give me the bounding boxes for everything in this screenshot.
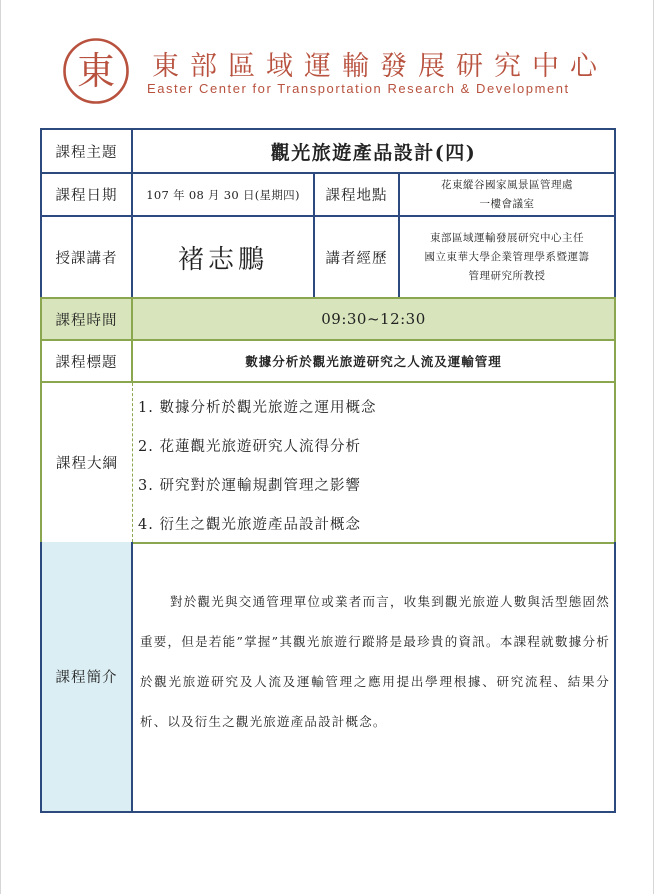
time-label: 課程時間 <box>40 297 133 341</box>
center-logo-icon <box>62 37 130 105</box>
lecturer-row <box>40 215 616 299</box>
date-label: 課程日期 <box>40 172 133 217</box>
intro-label: 課程簡介 <box>42 542 133 811</box>
outline-item-1: 1. 數據分析於觀光旅遊之運用概念 <box>138 400 377 416</box>
background-line-1: 東部區域運輸發展研究中心主任 <box>430 231 584 244</box>
page-edge-right <box>653 0 654 894</box>
intro-body: 對於觀光與交通管理單位或業者而言，收集到觀光旅遊人數與活型態固然重要，但是若能”掌握”其觀光旅遊行蹤將是最珍貴的資訊。本課程就數據分析於觀光旅遊研究及人流及運輸管理之應用提出學理根據、研究流程、結果分析、以及衍生之觀光旅遊產品設計概念。 <box>140 594 610 729</box>
background-line-2: 國立東華大學企業管理學系暨運籌 <box>424 250 590 263</box>
outline-item-4: 4. 衍生之觀光旅遊產品設計概念 <box>138 517 361 533</box>
course-title-value: 數據分析於觀光旅遊研究之人流及運輸管理 <box>131 339 616 383</box>
topic-row <box>40 128 616 174</box>
outline-item-3: 3. 研究對於運輸規劃管理之影響 <box>138 478 361 494</box>
time-row <box>40 297 616 341</box>
intro-row <box>40 542 616 813</box>
intro-text <box>140 582 610 742</box>
topic-label: 課程主題 <box>40 128 133 174</box>
location-label: 課程地點 <box>313 172 400 217</box>
logo-char: 東 <box>76 49 116 93</box>
lecturer-name: 褚志鵬 <box>131 215 315 299</box>
page-edge-left <box>0 0 1 894</box>
location-line-1: 花東縱谷國家風景區管理處 <box>441 178 573 191</box>
outline-item-2: 2. 花蓮觀光旅遊研究人流得分析 <box>138 439 361 455</box>
outline-label: 課程大綱 <box>42 383 133 542</box>
location-line-2: 一樓會議室 <box>479 197 535 210</box>
background-value <box>398 215 616 299</box>
background-line-3: 管理研究所教授 <box>468 269 546 282</box>
course-title-row <box>40 339 616 383</box>
lecturer-label: 授課講者 <box>40 215 133 299</box>
time-value: 09:30~12:30 <box>131 297 616 341</box>
course-title-label: 課程標題 <box>40 339 133 383</box>
topic-value: 觀光旅遊產品設計(四) <box>131 128 616 174</box>
org-name-en: Easter Center for Transportation Research & Development <box>147 81 570 96</box>
background-label: 講者經歷 <box>313 215 400 299</box>
outline-list <box>138 395 376 551</box>
org-name: 東部區域運輸發展研究中心 <box>152 51 608 82</box>
location-value <box>398 172 616 217</box>
date-value: 107 年 08 月 30 日(星期四) <box>131 172 315 217</box>
outline-row <box>40 381 616 544</box>
date-row <box>40 172 616 217</box>
